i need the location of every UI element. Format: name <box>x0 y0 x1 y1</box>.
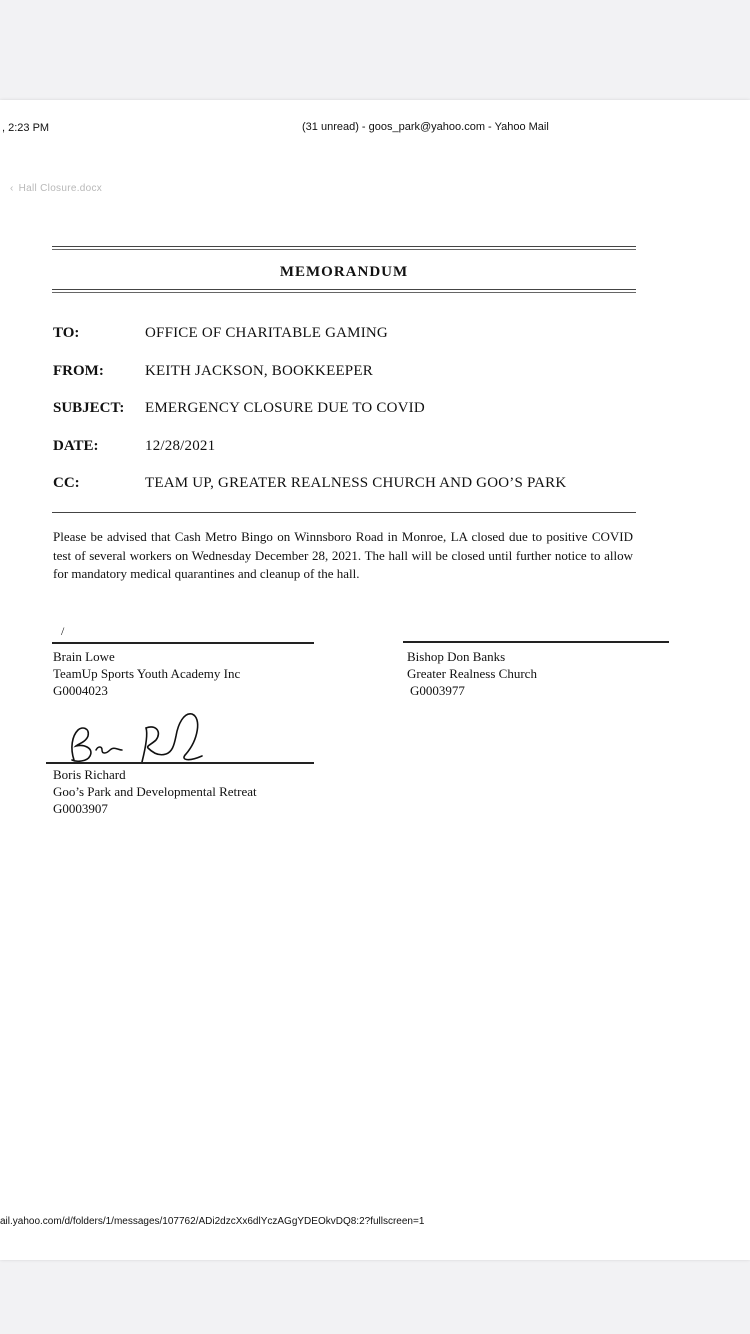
from-value: KEITH JACKSON, BOOKKEEPER <box>145 363 373 379</box>
signatory-id: G0003907 <box>53 801 108 816</box>
chevron-left-icon: ‹ <box>10 183 14 194</box>
signature-line-1 <box>52 642 314 644</box>
attachment-filename[interactable]: ‹ Hall Closure.docx <box>10 183 103 194</box>
signature-line-2 <box>403 641 669 643</box>
signatory-id: G0004023 <box>53 683 108 698</box>
signatory-name: Bishop Don Banks <box>407 649 506 664</box>
print-time: , 2:23 PM <box>2 122 50 134</box>
signatory-name: Brain Lowe <box>53 649 115 664</box>
signatory-2 <box>407 648 537 699</box>
print-url: ail.yahoo.com/d/folders/1/messages/107762/ADi2dzcXx6dlYczAGgYDEOkvDQ8:2?fullscreen=1 <box>0 1216 425 1227</box>
to-label: TO: <box>53 325 80 341</box>
signature-line-3 <box>46 762 314 764</box>
memo-title-rule <box>52 289 636 293</box>
memo-title: MEMORANDUM <box>279 264 409 280</box>
date-value: 12/28/2021 <box>145 438 216 454</box>
signatory-1 <box>53 648 240 699</box>
signatory-name: Boris Richard <box>53 767 126 782</box>
signatory-org: Greater Realness Church <box>407 666 537 681</box>
cc-label: CC: <box>53 475 80 491</box>
subject-label: SUBJECT: <box>53 400 125 416</box>
signatory-id: G0003977 <box>410 683 465 698</box>
cc-value: TEAM UP, GREATER REALNESS CHURCH AND GOO’S PARK <box>145 475 567 491</box>
date-label: DATE: <box>53 438 99 454</box>
print-page-title: (31 unread) - goos_park@yahoo.com - Yahoo Mail <box>302 121 549 133</box>
to-value: OFFICE OF CHARITABLE GAMING <box>145 325 388 341</box>
signature-mark: / <box>61 624 65 638</box>
memo-top-rule <box>52 246 636 250</box>
signatory-org: TeamUp Sports Youth Academy Inc <box>53 666 241 681</box>
from-label: FROM: <box>53 363 104 379</box>
memo-body: Please be advised that Cash Metro Bingo on Winnsboro Road in Monroe, LA closed due to positive COVID test of several workers on Wednesday December 28, 2021. The hall will be closed until further notice to allow for mandatory medical quarantines and cleanup of the hall. <box>53 529 633 581</box>
document-page <box>0 100 750 1260</box>
signatory-org: Goo’s Park and Developmental Retreat <box>53 784 257 799</box>
handwritten-signature <box>60 706 210 766</box>
header-bottom-rule <box>52 512 636 513</box>
subject-value: EMERGENCY CLOSURE DUE TO COVID <box>145 400 425 416</box>
signatory-3 <box>53 766 257 817</box>
